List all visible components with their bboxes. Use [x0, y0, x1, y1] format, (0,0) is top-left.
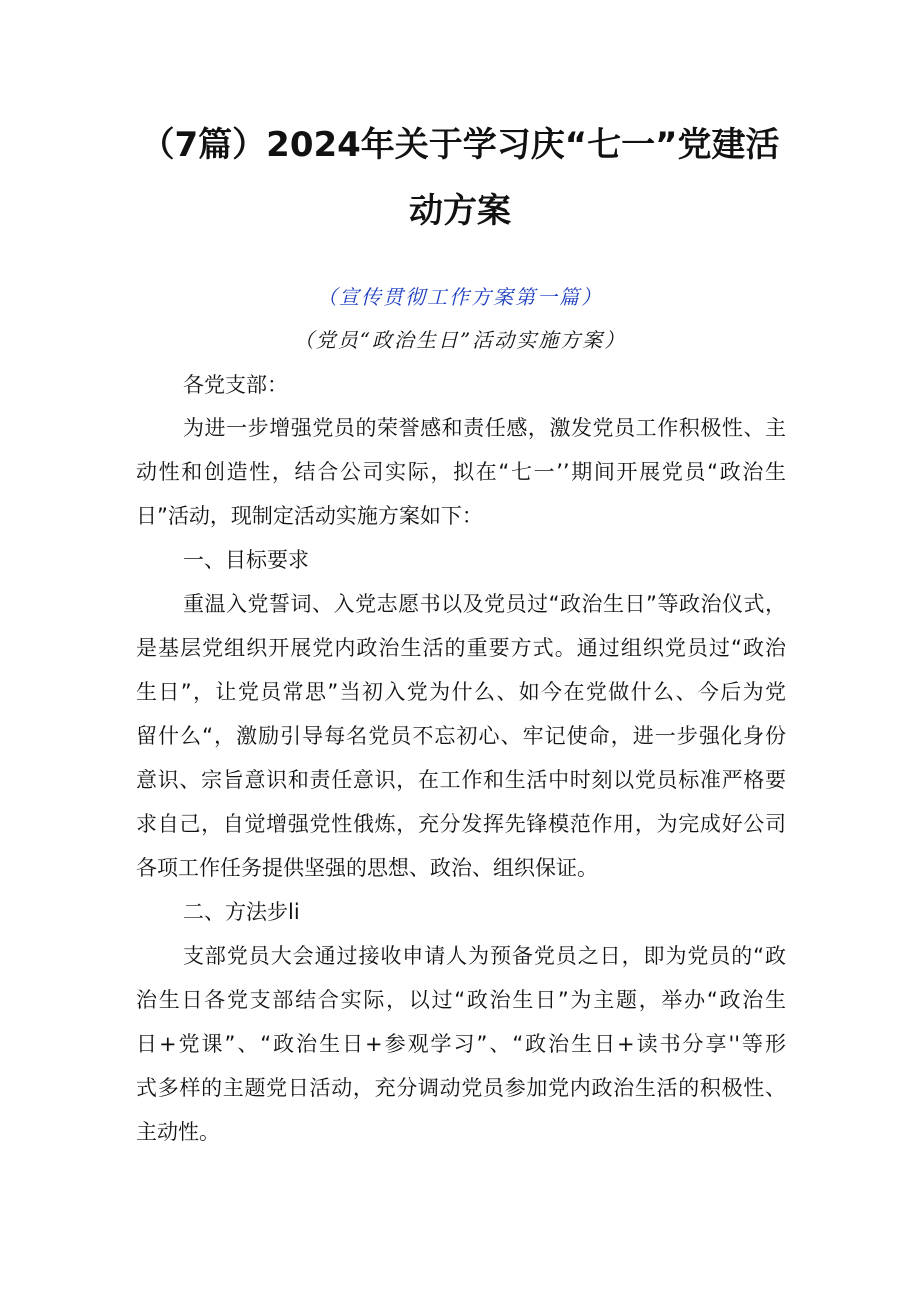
document-subtitle-2: （党员“政治生日”活动实施方案） [293, 328, 627, 352]
section1-line-1: 重温入党誓词、入党志愿书以及党员过“政治生日”等政治仪式， [183, 592, 786, 616]
section1-line-2: 是基层党组织开展党内政治生活的重要方式。通过组织党员过“政治 [136, 636, 786, 660]
section1-line-7: 各项工作任务提供坚强的思想、政治、组织保证。 [136, 856, 598, 880]
document-title-line-1: （7篇）2024年关于学习庆“七一”党建活 [140, 125, 780, 165]
intro-line-2: 动性和创造性，结合公司实际，拟在“七一’’期间开展党员“政治生 [136, 460, 786, 484]
section-heading-1: 一、目标要求 [183, 548, 309, 572]
section1-line-3: 生日”，让党员常思”当初入党为什么、如今在党做什么、今后为党 [136, 680, 786, 704]
section2-line-1: 支部党员大会通过接收申请人为预备党员之日，即为党员的“政 [183, 944, 786, 968]
section2-line-2: 治生日各党支部结合实际，以过“政治生日”为主题，举办“政治生 [136, 988, 786, 1012]
section1-line-4: 留什么“，激励引导每名党员不忘初心、牢记使命，进一步强化身份 [136, 724, 786, 748]
section1-line-6: 求自己，自觉增强党性俄炼，充分发挥先锋模范作用，为完成好公司 [136, 812, 786, 836]
salutation: 各党支部： [183, 373, 288, 397]
section-heading-2: 二、方法步li [183, 900, 300, 924]
document-title-line-2: 动方案 [409, 191, 511, 231]
intro-line-1: 为进一步增强党员的荣誉感和责任感，激发党员工作积极性、主 [183, 416, 786, 440]
intro-line-3: 日”活动，现制定活动实施方案如下： [136, 504, 483, 528]
section2-line-4: 式多样的主题党日活动，充分调动党员参加党内政治生活的积极性、 [136, 1076, 786, 1100]
section2-line-5: 主动性。 [136, 1120, 220, 1144]
section1-line-5: 意识、宗旨意识和责任意识，在工作和生活中时刻以党员标准严格要 [136, 768, 786, 792]
section2-line-3: 日+党课”、“政治生日+参观学习”、“政治生日+读书分享''等形 [136, 1032, 786, 1056]
document-subtitle-1: （宣传贯彻工作方案第一篇） [317, 285, 603, 309]
